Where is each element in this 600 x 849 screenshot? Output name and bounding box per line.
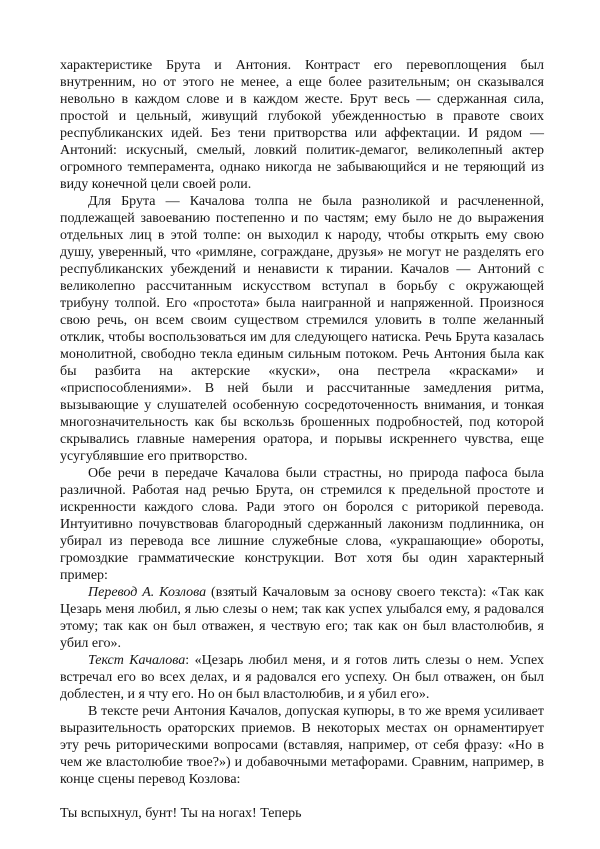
kachalov-text-body: : «Цезарь любил меня, и я готов лить слезы о нем. Успех встречал его во всех делах, и я радовался его успеху. Он был отважен, он был доблестен, и я чту его. Но он был властолюбив, и я убил его». <box>60 653 544 702</box>
kozlov-translation-body: (взятый Качаловым за основу своего текста): «Так как Цезарь меня любил, я лью слезы о нем; так как успех улыбался ему, я радовался этому; так как он был отважен, я чествую его; так как он был властолюбив, я убил его». <box>60 585 544 651</box>
paragraph-two-speeches: Обе речи в передаче Качалова были страстны, но природа пафоса была различной. Работая над речью Брута, он стремился к предельной простоте и искренности каждого слова. Ради этого он боролся с риторикой перевода. Интуитивно почувствовав благородный сдержанный лаконизм подлинника, он убирал из перевода все лишние служебные слова, «украшающие» обороты, громоздкие грамматические конструкции. Вот хотя бы один характерный пример: <box>60 466 544 583</box>
verse-line: Ты вспыхнул, бунт! Ты на ногах! Теперь <box>60 806 302 821</box>
paragraph-kachalov-text <box>60 652 544 703</box>
paragraph-antony-speech: В тексте речи Антония Качалов, допуская купюры, в то же время усиливает выразительность ораторских приемов. В некоторых местах он орнаментирует эту речь риторическими вопросами (вставляя, например, от себя фразу: «Но в чем же властолюбие твое?») и добавочными метафорами. Сравним, например, в конце сцены перевод Козлова: <box>60 704 544 787</box>
paragraph-brutus-crowd: Для Брута — Качалова толпа не была разноликой и расчлененной, подлежащей завоеванию постепенно и по частям; ему было не до выражения отдельных лиц в этой толпе: он выходил к народу, чтобы открыть ему свою душу, уверенный, что «римляне, сограждане, друзья» не могут не разделять его республиканских убеждений и ненависти к тирании. Качалов — Антоний с великолепно рассчитанным искусством вступал в борьбу с окружающей трибуну толпой. Его «простота» была наигранной и напряженной. Произнося свою речь, он всем своим существом стремился уловить в толпе желанный отклик, чтобы воспользоваться им для следующего натиска. Речь Брута казалась монолитной, свободно текла единым сильным потоком. Речь Антония была как бы разбита на актерские «куски», она пестрела «красками» и «приспособлениями». В ней были и рассчитанные замедления ритма, вызывающие у слушателей особенную сосредоточенность внимания, и тонкая многозначительность как бы вскользь брошенных подробностей, под которой скрывались главные намерения оратора, и порывы искреннего чувства, еще усугублявшие его притворство. <box>60 194 544 464</box>
kozlov-translation-lead-italic: Перевод А. Козлова <box>88 585 207 600</box>
paragraph-continuation: характеристике Брута и Антония. Контраст его перевоплощения был внутренним, но от этого не менее, а еще более разительным; он сказывался невольно в каждом слове и в каждом жесте. Брут весь — сдержанная сила, простой и цельный, живущий глубокой убежденностью в правоте своих республиканских идей. Без тени притворства или аффектации. И рядом — Антоний: искусный, смелый, ловкий политик-демагог, великолепный актер огромного темперамента, однако никогда не забывающийся и не теряющий из виду конечной цели своей роли. <box>60 58 544 192</box>
kachalov-text-lead-italic: Текст Качалова <box>88 653 186 668</box>
paragraph-kozlov-translation <box>60 584 544 652</box>
